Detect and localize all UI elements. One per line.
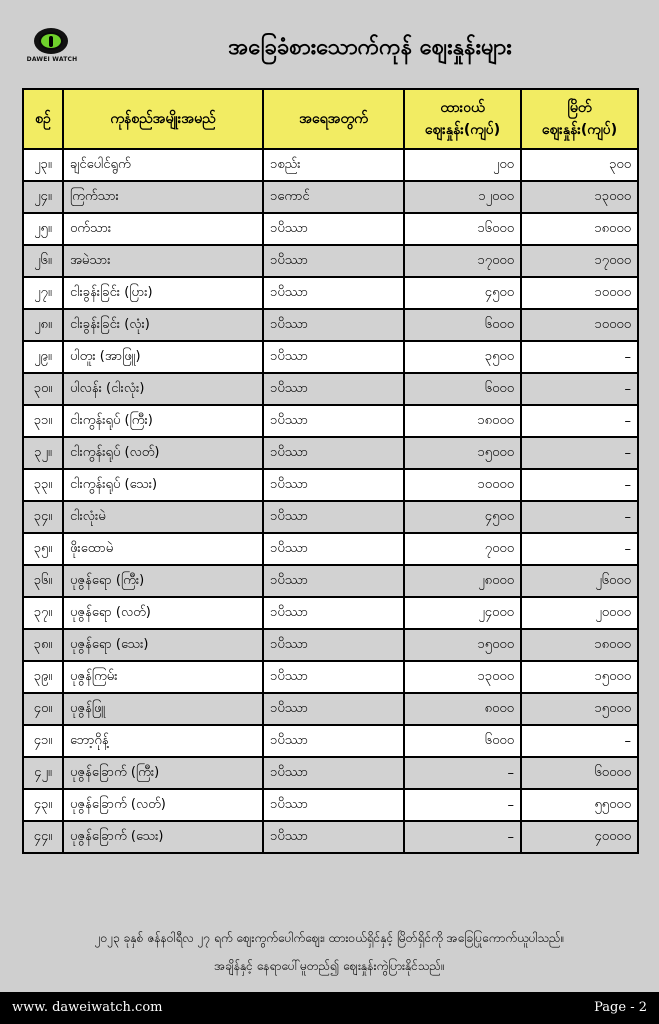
cell-myeik-price: ၁၀၀၀၀: [521, 309, 638, 341]
footer-bar: [0, 992, 659, 1024]
cell-myeik-price: ၁၀၀၀၀: [521, 277, 638, 309]
cell-dawei-price: ၁၈၀၀၀: [404, 405, 521, 437]
cell-dawei-price: ၁၂၀၀၀: [404, 181, 521, 213]
cell-myeik-price: ၃၀၀: [521, 149, 638, 181]
cell-item-name: ပုဇွန်ရော (သေး): [63, 629, 263, 661]
cell-unit: ၁ပိဿာ: [263, 245, 404, 277]
cell-dawei-price: ၇၀၀၀: [404, 533, 521, 565]
cell-dawei-price: –: [404, 821, 521, 853]
cell-item-name: ပုဇွန်ခြောက် (ကြီး): [63, 757, 263, 789]
cell-myeik-price: ၁၈၀၀၀: [521, 213, 638, 245]
cell-number: ၃၃။: [23, 469, 63, 501]
header-name: ကုန်စည်အမျိုးအမည်: [63, 89, 263, 149]
logo-text: DAWEI WATCH: [26, 56, 78, 63]
cell-number: ၃၅။: [23, 533, 63, 565]
cell-item-name: ပုဇွန်ဖြူ: [63, 693, 263, 725]
cell-number: ၄၀။: [23, 693, 63, 725]
table-row: [23, 501, 638, 533]
cell-number: ၃၈။: [23, 629, 63, 661]
table-row: [23, 469, 638, 501]
cell-item-name: ကြက်သား: [63, 181, 263, 213]
header-unit: အရေအတွက်: [263, 89, 404, 149]
cell-unit: ၁ပိဿာ: [263, 725, 404, 757]
cell-dawei-price: ၄၅၀၀: [404, 277, 521, 309]
page-number: Page - 2: [594, 1000, 647, 1015]
cell-item-name: ငါးခွန်းခြင်း (လုံး): [63, 309, 263, 341]
cell-item-name: ပါတူး (အာဖြူ): [63, 341, 263, 373]
cell-dawei-price: –: [404, 757, 521, 789]
table-row: [23, 437, 638, 469]
cell-item-name: ချင်ပေါင်ရွက်: [63, 149, 263, 181]
cell-number: ၄၄။: [23, 821, 63, 853]
cell-unit: ၁ပိဿာ: [263, 693, 404, 725]
cell-unit: ၁ပိဿာ: [263, 501, 404, 533]
cell-item-name: ပုဇွန်ရော (လတ်): [63, 597, 263, 629]
cell-dawei-price: ၂၄၀၀၀: [404, 597, 521, 629]
table-row: [23, 629, 638, 661]
cell-dawei-price: ၁၅၀၀၀: [404, 629, 521, 661]
table-row: [23, 789, 638, 821]
cell-unit: ၁ပိဿာ: [263, 821, 404, 853]
cell-dawei-price: ၂၀၀: [404, 149, 521, 181]
cell-number: ၄၁။: [23, 725, 63, 757]
cell-myeik-price: –: [521, 725, 638, 757]
footer-url: www. daweiwatch.com: [12, 1000, 163, 1015]
cell-unit: ၁ပိဿာ: [263, 597, 404, 629]
table-row: [23, 533, 638, 565]
cell-dawei-price: ၈၀၀၀: [404, 693, 521, 725]
cell-dawei-price: ၆၀၀၀: [404, 725, 521, 757]
cell-number: ၄၂။: [23, 757, 63, 789]
cell-unit: ၁စည်း: [263, 149, 404, 181]
cell-myeik-price: ၁၇၀၀၀: [521, 245, 638, 277]
cell-myeik-price: –: [521, 469, 638, 501]
cell-item-name: အမဲသား: [63, 245, 263, 277]
cell-item-name: ဘော့ဂိုန့်: [63, 725, 263, 757]
cell-number: ၃၉။: [23, 661, 63, 693]
table-row: [23, 661, 638, 693]
header-retail: [521, 89, 638, 149]
cell-number: ၂၉။: [23, 341, 63, 373]
table-row: [23, 405, 638, 437]
header-retail-line2: ဈေးနှုန်း(ကျပ်): [541, 122, 618, 138]
cell-myeik-price: ၁၃၀၀၀: [521, 181, 638, 213]
header-wholesale-line2: ဈေးနှုန်း(ကျပ်): [424, 122, 501, 138]
cell-number: ၃၄။: [23, 501, 63, 533]
cell-dawei-price: ၁၃၀၀၀: [404, 661, 521, 693]
table-row: [23, 693, 638, 725]
cell-myeik-price: ၁၈၀၀၀: [521, 629, 638, 661]
cell-myeik-price: ၄၀၀၀၀: [521, 821, 638, 853]
cell-number: ၃၁။: [23, 405, 63, 437]
cell-dawei-price: ၂၈၀၀၀: [404, 565, 521, 597]
cell-dawei-price: ၆၀၀၀: [404, 309, 521, 341]
cell-number: ၂၇။: [23, 277, 63, 309]
table-row: [23, 213, 638, 245]
header-wholesale-line1: ထားဝယ်: [440, 100, 485, 116]
cell-myeik-price: –: [521, 405, 638, 437]
cell-unit: ၁ပိဿာ: [263, 213, 404, 245]
table-row: [23, 821, 638, 853]
cell-number: ၂၃။: [23, 149, 63, 181]
cell-dawei-price: ၄၅၀၀: [404, 501, 521, 533]
table-row: [23, 309, 638, 341]
eye-icon: [34, 28, 68, 54]
header-no: စဉ်: [23, 89, 63, 149]
cell-unit: ၁ကောင်: [263, 181, 404, 213]
cell-myeik-price: ၂၆၀၀၀: [521, 565, 638, 597]
price-table: [22, 88, 639, 854]
cell-unit: ၁ပိဿာ: [263, 757, 404, 789]
table-row: [23, 757, 638, 789]
cell-item-name: ငါးကွန်းရုပ် (သေး): [63, 469, 263, 501]
cell-myeik-price: –: [521, 341, 638, 373]
cell-myeik-price: –: [521, 501, 638, 533]
cell-number: ၃၀။: [23, 373, 63, 405]
cell-dawei-price: –: [404, 789, 521, 821]
cell-dawei-price: ၃၅၀၀: [404, 341, 521, 373]
cell-number: ၃၆။: [23, 565, 63, 597]
note-line-1: ၂၀၂၃ ခုနှစ် ဇန်နဝါရီလ ၂၇ ရက် ဈေးကွက်ပေါက်ဈေး၊ ထားဝယ်ရှိင်နှင့် မြိတ်ရှိင်ကို အခြေပြုကောက်ယူပါသည်။: [94, 931, 565, 945]
header-wholesale: [404, 89, 521, 149]
cell-dawei-price: ၆၀၀၀: [404, 373, 521, 405]
cell-unit: ၁ပိဿာ: [263, 341, 404, 373]
cell-item-name: ငါးခွန်းခြင်း (ပြား): [63, 277, 263, 309]
table-row: [23, 181, 638, 213]
cell-number: ၂၆။: [23, 245, 63, 277]
cell-item-name: ပုဇွန်ခြောက် (လတ်): [63, 789, 263, 821]
cell-dawei-price: ၁၅၀၀၀: [404, 437, 521, 469]
table-row: [23, 245, 638, 277]
cell-item-name: ငါးလုံးမဲ: [63, 501, 263, 533]
cell-item-name: ငါးကွန်းရုပ် (ကြီး): [63, 405, 263, 437]
page-title: အခြေခံစားသောက်ကုန် ဈေးနှုန်းများ: [228, 35, 512, 60]
cell-unit: ၁ပိဿာ: [263, 565, 404, 597]
cell-number: ၂၄။: [23, 181, 63, 213]
cell-myeik-price: ၆၀၀၀၀: [521, 757, 638, 789]
cell-unit: ၁ပိဿာ: [263, 309, 404, 341]
cell-unit: ၁ပိဿာ: [263, 437, 404, 469]
cell-dawei-price: ၁၆၀၀၀: [404, 213, 521, 245]
cell-item-name: ပါလန်း (ငါးလုံး): [63, 373, 263, 405]
cell-unit: ၁ပိဿာ: [263, 661, 404, 693]
cell-number: ၃၇။: [23, 597, 63, 629]
cell-item-name: ဖိုးထောမဲ: [63, 533, 263, 565]
cell-number: ၃၂။: [23, 437, 63, 469]
cell-unit: ၁ပိဿာ: [263, 373, 404, 405]
cell-number: ၂၈။: [23, 309, 63, 341]
cell-unit: ၁ပိဿာ: [263, 629, 404, 661]
cell-unit: ၁ပိဿာ: [263, 405, 404, 437]
note-line-2: အချိန်နှင့် နေရာပေါ်မူတည်၍ ဈေးနှုန်းကွဲပြားနိုင်သည်။: [214, 959, 445, 973]
cell-myeik-price: –: [521, 373, 638, 405]
cell-myeik-price: ၅၅၀၀၀: [521, 789, 638, 821]
cell-number: ၂၅။: [23, 213, 63, 245]
cell-dawei-price: ၁၀၀၀၀: [404, 469, 521, 501]
cell-myeik-price: ၁၅၀၀၀: [521, 661, 638, 693]
table-row: [23, 373, 638, 405]
cell-myeik-price: ၁၅၀၀၀: [521, 693, 638, 725]
table-header-row: [23, 89, 638, 149]
header-retail-line1: မြိတ်: [567, 100, 592, 116]
table-row: [23, 149, 638, 181]
dawei-watch-logo: [22, 28, 82, 68]
cell-item-name: ပုဇွန်ကြမ်း: [63, 661, 263, 693]
table-row: [23, 277, 638, 309]
cell-number: ၄၃။: [23, 789, 63, 821]
cell-item-name: ပုဇွန်ရော (ကြီး): [63, 565, 263, 597]
cell-unit: ၁ပိဿာ: [263, 533, 404, 565]
cell-unit: ၁ပိဿာ: [263, 277, 404, 309]
cell-item-name: ဝက်သား: [63, 213, 263, 245]
cell-unit: ၁ပိဿာ: [263, 469, 404, 501]
table-row: [23, 725, 638, 757]
cell-myeik-price: ၂၀၀၀၀: [521, 597, 638, 629]
cell-myeik-price: –: [521, 437, 638, 469]
cell-item-name: ငါးကွန်းရုပ် (လတ်): [63, 437, 263, 469]
cell-item-name: ပုဇွန်ခြောက် (သေး): [63, 821, 263, 853]
cell-unit: ၁ပိဿာ: [263, 789, 404, 821]
cell-myeik-price: –: [521, 533, 638, 565]
table-body: [23, 149, 638, 853]
cell-dawei-price: ၁၇၀၀၀: [404, 245, 521, 277]
table-row: [23, 341, 638, 373]
table-row: [23, 597, 638, 629]
table-row: [23, 565, 638, 597]
